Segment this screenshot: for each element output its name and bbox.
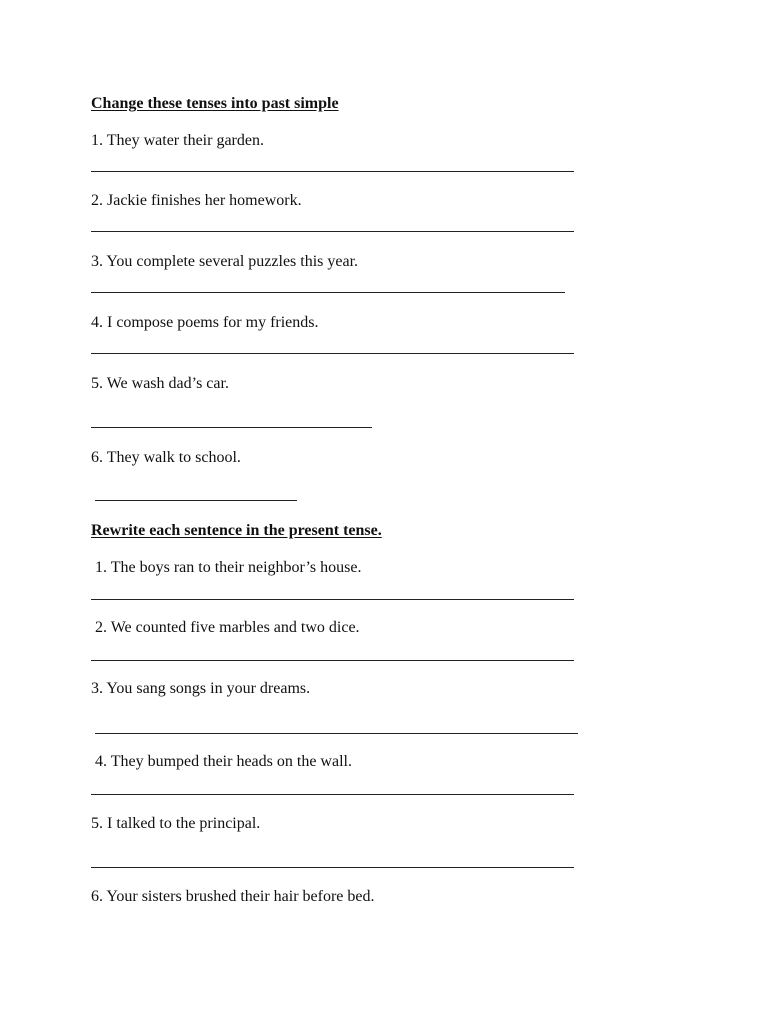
s2-item-6: 6. Your sisters brushed their hair before bed. (91, 888, 375, 905)
s1-answer-line-5 (91, 427, 372, 428)
s1-answer-line-6 (95, 500, 297, 501)
s2-answer-line-3 (95, 733, 578, 734)
s1-answer-line-2 (91, 231, 574, 232)
s1-item-6: 6. They walk to school. (91, 449, 241, 466)
s1-item-1: 1. They water their garden. (91, 132, 264, 149)
s2-item-1: 1. The boys ran to their neighbor’s house. (91, 559, 362, 576)
s2-item-2: 2. We counted five marbles and two dice. (91, 619, 360, 636)
s2-item-5: 5. I talked to the principal. (91, 815, 261, 832)
section1-heading: Change these tenses into past simple (91, 95, 339, 112)
s2-item-4: 4. They bumped their heads on the wall. (91, 753, 352, 770)
s2-item-3: 3. You sang songs in your dreams. (91, 680, 311, 697)
s1-answer-line-1 (91, 171, 574, 172)
s1-answer-line-3 (91, 292, 565, 293)
s2-answer-line-1 (91, 599, 574, 600)
s1-item-3: 3. You complete several puzzles this year. (91, 253, 359, 270)
s2-answer-line-2 (91, 660, 574, 661)
s1-item-5: 5. We wash dad’s car. (91, 375, 229, 392)
s2-answer-line-5 (91, 867, 574, 868)
section2-heading: Rewrite each sentence in the present tense. (91, 522, 382, 539)
s1-item-2: 2. Jackie finishes her homework. (91, 192, 302, 209)
s2-answer-line-4 (91, 794, 574, 795)
s1-answer-line-4 (91, 353, 574, 354)
s1-item-4: 4. I compose poems for my friends. (91, 314, 319, 331)
